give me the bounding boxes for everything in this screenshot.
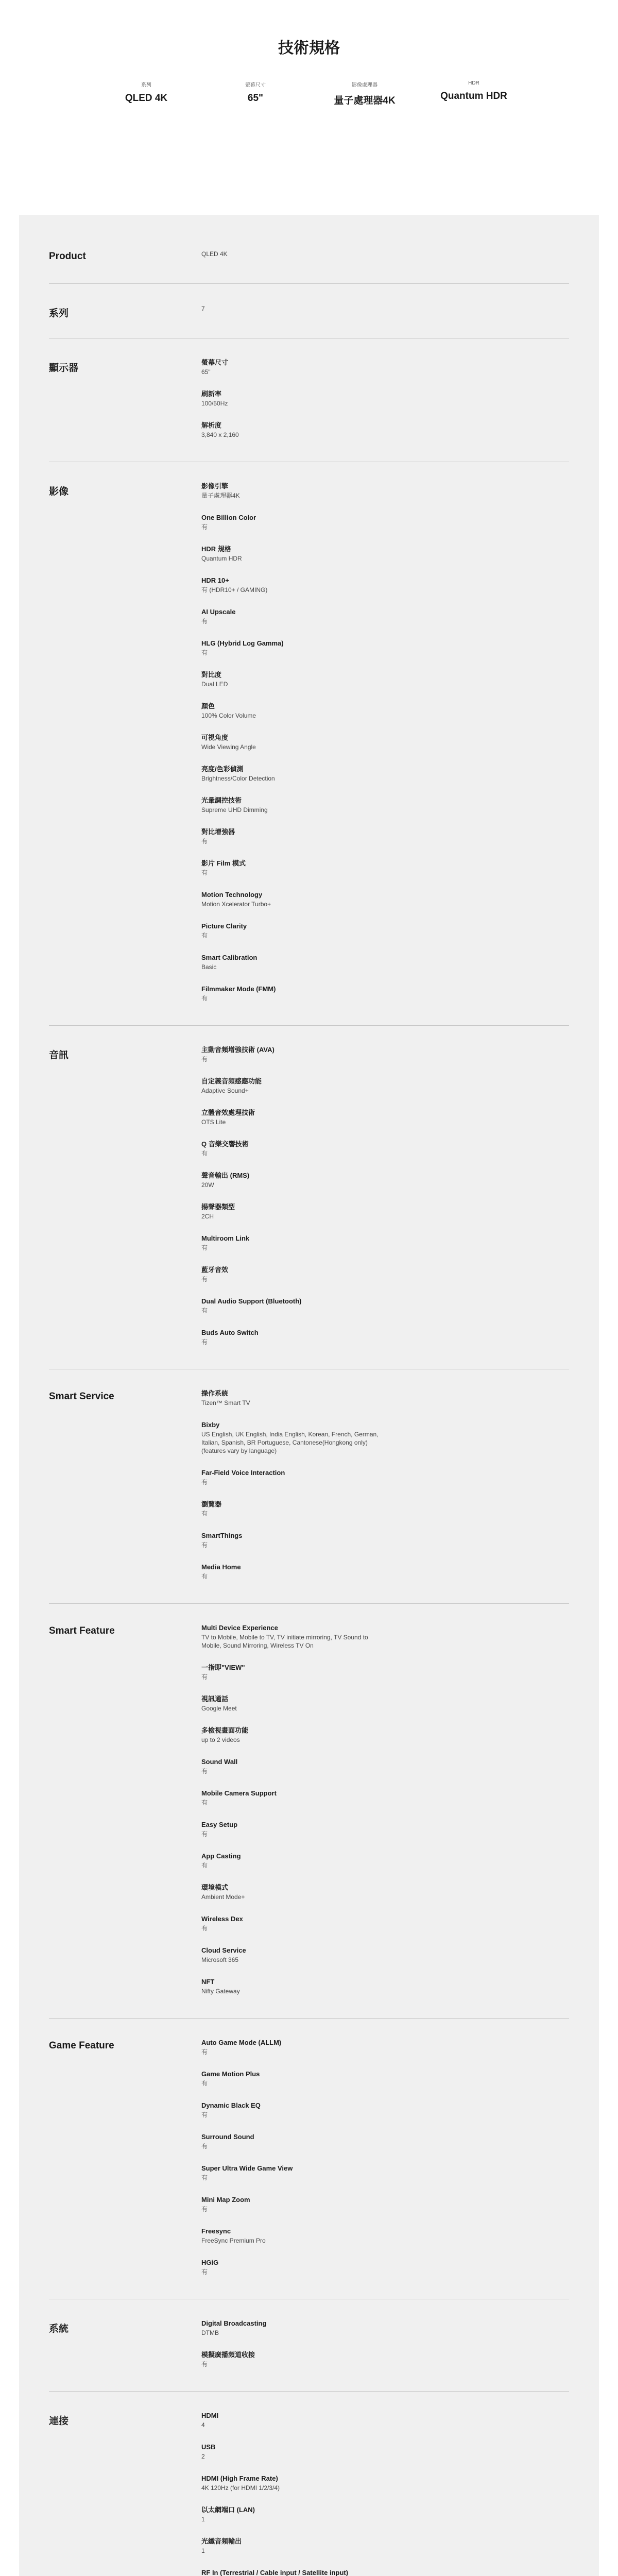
summary-label: 系列 [141, 82, 151, 88]
spec-item [201, 513, 400, 531]
spec-label: Media Home [201, 1563, 241, 1571]
page-title: 技術規格 [278, 40, 340, 57]
spec-label: Wireless Dex [201, 1915, 243, 1923]
spec-label: 主動音頻增強技術 (AVA) [201, 1046, 274, 1054]
section-title: Product [49, 251, 86, 262]
summary-screen-size [219, 80, 291, 120]
spec-label: Easy Setup [201, 1821, 238, 1828]
spec-label: Digital Broadcasting [201, 2319, 267, 2327]
spec-label: 瀏覽器 [201, 1500, 222, 1508]
spec-label: 一指即"VIEW" [201, 1664, 245, 1671]
spec-value: 有 [201, 1479, 208, 1486]
spec-label: Sound Wall [201, 1758, 238, 1766]
spec-value: 有 [201, 995, 208, 1002]
spec-item [201, 576, 400, 594]
spec-value: 1 [201, 2547, 205, 2554]
spec-label: NFT [201, 1978, 215, 1986]
spec-label: Cloud Service [201, 1946, 246, 1954]
spec-label: 操作系統 [201, 1389, 229, 1397]
spec-item [201, 421, 400, 439]
spec-item [201, 545, 400, 563]
spec-list [201, 1369, 569, 1603]
spec-label: Super Ultra Wide Game View [201, 2164, 293, 2172]
spec-item [201, 2568, 400, 2576]
spec-value: 有 [201, 2206, 208, 2213]
spec-value: 有 [201, 1862, 208, 1869]
spec-value: Supreme UHD Dimming [201, 806, 268, 814]
spec-list [201, 1026, 569, 1369]
spec-value: 有 [201, 1244, 208, 1251]
spec-label: One Billion Color [201, 514, 256, 521]
spec-label: 揚聲器類型 [201, 1203, 235, 1211]
spec-value: Microsoft 365 [201, 1956, 239, 1963]
spec-item [201, 1202, 400, 1221]
spec-value: FreeSync Premium Pro [201, 2237, 266, 2244]
spec-value: Basic [201, 963, 217, 971]
section-title: Game Feature [49, 2040, 114, 2051]
spec-section [49, 1026, 569, 1369]
spec-value: 有 [201, 1276, 208, 1283]
spec-item [201, 827, 400, 845]
spec-item [201, 2038, 400, 2056]
spec-summary [0, 58, 618, 120]
spec-label: 影像引擎 [201, 482, 229, 490]
spec-item [201, 1171, 400, 1189]
section-title: Smart Service [49, 1391, 114, 1402]
spec-label: 模擬廣播頻道收接 [201, 2351, 255, 2359]
section-title: 影像 [49, 486, 69, 497]
spec-value: 量子處理器4K [201, 492, 240, 499]
spec-value: 有 [201, 1768, 208, 1775]
spec-value: 有 [201, 1831, 208, 1838]
spec-value: 有 [201, 1673, 208, 1681]
spec-item [201, 2258, 400, 2276]
summary-value: Quantum HDR [440, 91, 507, 101]
spec-label: Far-Field Voice Interaction [201, 1469, 285, 1477]
spec-value: 20W [201, 1181, 214, 1189]
spec-item [201, 2537, 400, 2555]
spec-label: Game Motion Plus [201, 2070, 260, 2078]
spec-item [201, 733, 400, 751]
summary-value: 量子處理器4K [334, 95, 396, 106]
spec-item [201, 1234, 400, 1252]
spec-label: Filmmaker Mode (FMM) [201, 985, 276, 993]
spec-item [201, 2319, 400, 2337]
spec-label: 立體音效處理技術 [201, 1109, 255, 1116]
spec-label: 影片 Film 模式 [201, 859, 246, 867]
spec-item [201, 2443, 400, 2461]
summary-value: QLED 4K [125, 93, 168, 104]
spec-value: 有 [201, 1541, 208, 1549]
spec-item [201, 389, 400, 408]
spec-value: TV to Mobile, Mobile to TV, TV initiate mirroring, TV Sound to Mobile, Sound Mirroring, Wireless TV On [201, 1634, 368, 1649]
spec-label: Dual Audio Support (Bluetooth) [201, 1297, 302, 1305]
spec-label: Auto Game Mode (ALLM) [201, 2039, 282, 2046]
spec-item [201, 2164, 400, 2182]
spec-item [201, 922, 400, 940]
spec-value: 7 [201, 305, 205, 312]
spec-value: 3,840 x 2,160 [201, 431, 239, 438]
spec-section [49, 2019, 569, 2299]
spec-list [201, 2019, 569, 2299]
spec-value: Quantum HDR [201, 555, 242, 562]
spec-item [201, 2132, 400, 2150]
summary-processor [329, 80, 401, 120]
spec-item [201, 859, 400, 877]
section-title: 系列 [49, 308, 69, 319]
spec-value: 100% Color Volume [201, 712, 256, 719]
spec-value: 有 [201, 1799, 208, 1806]
spec-label: Smart Calibration [201, 954, 258, 961]
spec-value: 有 [201, 2143, 208, 2150]
spec-label: Mobile Camera Support [201, 1789, 277, 1797]
spec-label: Bixby [201, 1421, 220, 1429]
spec-item [201, 1563, 400, 1581]
spec-label: HGiG [201, 2259, 219, 2266]
spec-section [49, 284, 569, 338]
spec-item [201, 2195, 400, 2213]
spec-item [201, 953, 400, 971]
spec-item [201, 2411, 400, 2429]
spec-value: 4K 120Hz (for HDMI 1/2/3/4) [201, 2484, 280, 2492]
spec-value: 有 [201, 1510, 208, 1517]
spec-section [49, 1604, 569, 2019]
spec-value: Google Meet [201, 1705, 237, 1712]
spec-value: 有 [201, 649, 208, 656]
section-title: 系統 [49, 2324, 69, 2334]
spec-item [201, 702, 400, 720]
spec-item [201, 482, 400, 500]
spec-label: 聲音輸出 (RMS) [201, 1172, 250, 1179]
spec-label: 多檢視畫面功能 [201, 1726, 249, 1734]
spec-label: HDMI (High Frame Rate) [201, 2475, 278, 2482]
spec-label: Q 音樂交響技術 [201, 1140, 249, 1148]
spec-item [201, 2474, 400, 2492]
spec-item [201, 765, 400, 783]
spec-label: Surround Sound [201, 2133, 254, 2141]
spec-list [201, 2392, 569, 2576]
spec-item [201, 1663, 400, 1681]
spec-label: Dynamic Black EQ [201, 2102, 261, 2109]
spec-item [201, 1694, 400, 1713]
summary-label: 螢幕尺寸 [245, 82, 266, 88]
spec-item [201, 1757, 400, 1775]
spec-value: OTS Lite [201, 1118, 226, 1126]
spec-label: HDMI [201, 2412, 219, 2419]
spec-value: 有 [201, 2361, 208, 2368]
section-title: 音訊 [49, 1050, 69, 1061]
spec-item [201, 890, 400, 908]
spec-label: 可視角度 [201, 734, 229, 741]
spec-item [201, 1420, 400, 1455]
spec-item [201, 1977, 400, 1995]
spec-value: 有 [201, 618, 208, 625]
spec-label: 環境模式 [201, 1884, 229, 1891]
section-title: Smart Feature [49, 1625, 115, 1636]
spec-value: Adaptive Sound+ [201, 1087, 249, 1094]
summary-value: 65" [247, 93, 264, 104]
spec-item [201, 1389, 400, 1407]
spec-value: 有 [201, 1307, 208, 1314]
section-title: 顯示器 [49, 363, 79, 374]
spec-value: 有 [201, 2174, 208, 2181]
spec-label: Buds Auto Switch [201, 1329, 259, 1336]
spec-value: Wide Viewing Angle [201, 743, 256, 751]
spec-label: 解析度 [201, 421, 222, 429]
spec-item [201, 1140, 400, 1158]
spec-value: 有 [201, 838, 208, 845]
spec-list [201, 338, 569, 462]
spec-value: 有 [201, 2111, 208, 2119]
spec-section [49, 2299, 569, 2392]
spec-label: 螢幕尺寸 [201, 359, 229, 366]
summary-label: HDR [468, 80, 479, 86]
spec-value: 有 [201, 2080, 208, 2087]
spec-label: 刷新率 [201, 390, 222, 398]
spec-list [201, 1604, 569, 2018]
spec-value: Brightness/Color Detection [201, 775, 275, 782]
spec-item [201, 607, 400, 625]
spec-item [201, 1820, 400, 1838]
spec-value: 65" [201, 368, 211, 376]
spec-item [201, 1500, 400, 1518]
spec-item [201, 1789, 400, 1807]
spec-section [49, 338, 569, 462]
spec-item [201, 1531, 400, 1549]
spec-value: 有 [201, 1056, 208, 1063]
spec-label: 以太網端口 (LAN) [201, 2506, 255, 2514]
spec-value: 2CH [201, 1213, 214, 1220]
spec-section [49, 229, 569, 284]
spec-item [201, 1297, 400, 1315]
spec-list [201, 284, 569, 338]
spec-label: HDR 規格 [201, 545, 231, 553]
spec-label: HLG (Hybrid Log Gamma) [201, 639, 284, 647]
spec-label: Multiroom Link [201, 1234, 250, 1242]
spec-value: 100/50Hz [201, 400, 228, 407]
spec-label: 對比增強器 [201, 828, 235, 836]
section-title: 連接 [49, 2416, 69, 2427]
spec-value: 有 [201, 2268, 208, 2276]
spec-value: US English, UK English, India English, Korean, French, German, Italian, Spanish, BR Portuguese, Cantonese(Hongkong only) (features vary by language) [201, 1431, 379, 1454]
spec-label: 光纖音頻輸出 [201, 2537, 242, 2545]
spec-item [201, 1726, 400, 1744]
spec-value: 有 (HDR10+ / GAMING) [201, 586, 268, 594]
spec-label: USB [201, 2443, 216, 2451]
spec-label: App Casting [201, 1852, 241, 1860]
spec-value: Tizen™ Smart TV [201, 1399, 250, 1406]
spec-value: Nifty Gateway [201, 1988, 240, 1995]
spec-item [201, 2070, 400, 2088]
spec-label: Picture Clarity [201, 922, 247, 930]
spec-value: Motion Xcelerator Turbo+ [201, 901, 271, 908]
spec-list [201, 462, 569, 1025]
spec-item [201, 985, 400, 1003]
spec-value: 有 [201, 523, 208, 531]
summary-label: 影像處理器 [352, 82, 377, 88]
spec-item [201, 639, 400, 657]
spec-label: Multi Device Experience [201, 1624, 278, 1632]
spec-item [201, 1946, 400, 1964]
spec-item [201, 2227, 400, 2245]
spec-item [201, 358, 400, 376]
spec-value: 1 [201, 2516, 205, 2523]
spec-label: 視訊通話 [201, 1695, 229, 1703]
spec-item [201, 1914, 400, 1933]
spec-value: 有 [201, 2048, 208, 2056]
spec-label: 亮度/色彩偵測 [201, 765, 244, 773]
spec-item [201, 249, 400, 261]
spec-item [201, 796, 400, 814]
spec-label: AI Upscale [201, 608, 236, 616]
spec-list [201, 2299, 569, 2391]
spec-item [201, 303, 400, 315]
spec-label: RF In (Terrestrial / Cable input / Satellite input) [201, 2569, 349, 2576]
spec-item [201, 2101, 400, 2119]
spec-item [201, 1328, 400, 1346]
spec-label: SmartThings [201, 1532, 243, 1539]
spec-item [201, 1623, 400, 1650]
spec-section [49, 2392, 569, 2576]
spec-section [49, 1369, 569, 1604]
spec-item [201, 1108, 400, 1126]
spec-item [201, 2505, 400, 2523]
spec-value: 有 [201, 1573, 208, 1580]
spec-label: 光暈調控技術 [201, 796, 242, 804]
spec-value: 有 [201, 1338, 208, 1346]
spec-item [201, 670, 400, 688]
spec-item [201, 1077, 400, 1095]
spec-item [201, 1852, 400, 1870]
spec-label: Freesync [201, 2227, 231, 2235]
spec-item [201, 2350, 400, 2368]
summary-hdr [438, 80, 510, 120]
spec-item [201, 1883, 400, 1901]
spec-item [201, 1468, 400, 1486]
spec-value: up to 2 videos [201, 1736, 240, 1743]
spec-value: Dual LED [201, 681, 228, 688]
spec-label: 藍牙音效 [201, 1266, 229, 1274]
spec-item [201, 1265, 400, 1283]
summary-series [110, 80, 182, 120]
spec-value: 有 [201, 869, 208, 876]
spec-label: 對比度 [201, 671, 222, 679]
spec-value: Ambient Mode+ [201, 1893, 245, 1901]
spec-section [49, 462, 569, 1026]
spec-item [201, 1045, 400, 1063]
spec-label: Mini Map Zoom [201, 2196, 250, 2204]
spec-label: Motion Technology [201, 891, 263, 899]
spec-value: 有 [201, 932, 208, 939]
spec-value: QLED 4K [201, 250, 228, 258]
spec-table [19, 215, 599, 2576]
spec-list [201, 229, 569, 283]
spec-value: DTMB [201, 2329, 219, 2336]
spec-value: 2 [201, 2453, 205, 2460]
spec-label: 顏色 [201, 702, 215, 710]
spec-label: 自定義音頻感應功能 [201, 1077, 262, 1085]
spec-value: 有 [201, 1150, 208, 1157]
spec-label: HDR 10+ [201, 577, 229, 584]
spec-value: 有 [201, 1925, 208, 1932]
spec-value: 4 [201, 2421, 205, 2429]
